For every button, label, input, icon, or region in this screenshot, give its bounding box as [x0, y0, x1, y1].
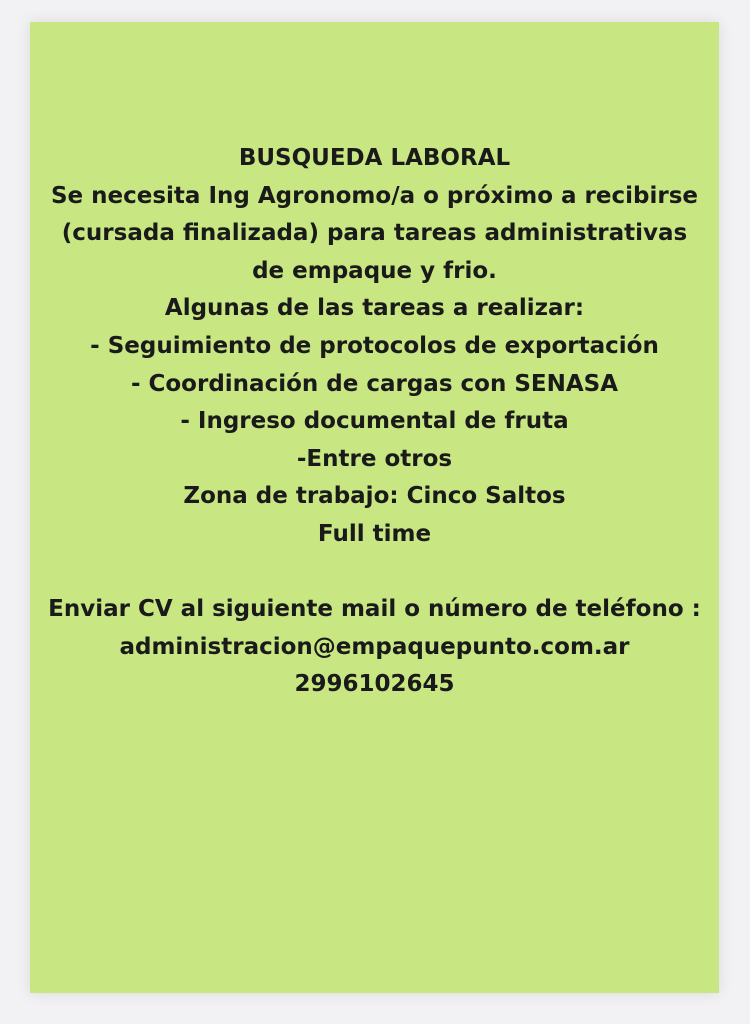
- contact-phone: 2996102645: [294, 671, 455, 698]
- job-post-card: [30, 22, 719, 993]
- job-post-content: [30, 140, 719, 704]
- description-line: (cursada finalizada) para tareas administrativas: [61, 220, 688, 247]
- post-title: BUSQUEDA LABORAL: [238, 145, 511, 171]
- contact-instruction: Enviar CV al siguiente mail o número de teléfono :: [48, 596, 701, 623]
- task-item: - Seguimiento de protocolos de exportación: [90, 332, 659, 359]
- description-line: Se necesita Ing Agronomo/a o próximo a recibirse: [50, 182, 699, 209]
- work-zone: Zona de trabajo: Cinco Saltos: [183, 483, 566, 510]
- task-item: - Coordinación de cargas con SENASA: [130, 370, 619, 397]
- schedule: Full time: [317, 520, 432, 547]
- description-line: de empaque y frio.: [252, 257, 497, 284]
- contact-email: administracion@empaquepunto.com.ar: [119, 633, 630, 660]
- task-item: -Entre otros: [296, 445, 453, 472]
- task-item: - Ingreso documental de fruta: [180, 408, 569, 435]
- spacer: [30, 554, 719, 592]
- tasks-heading: Algunas de las tareas a realizar:: [164, 295, 585, 322]
